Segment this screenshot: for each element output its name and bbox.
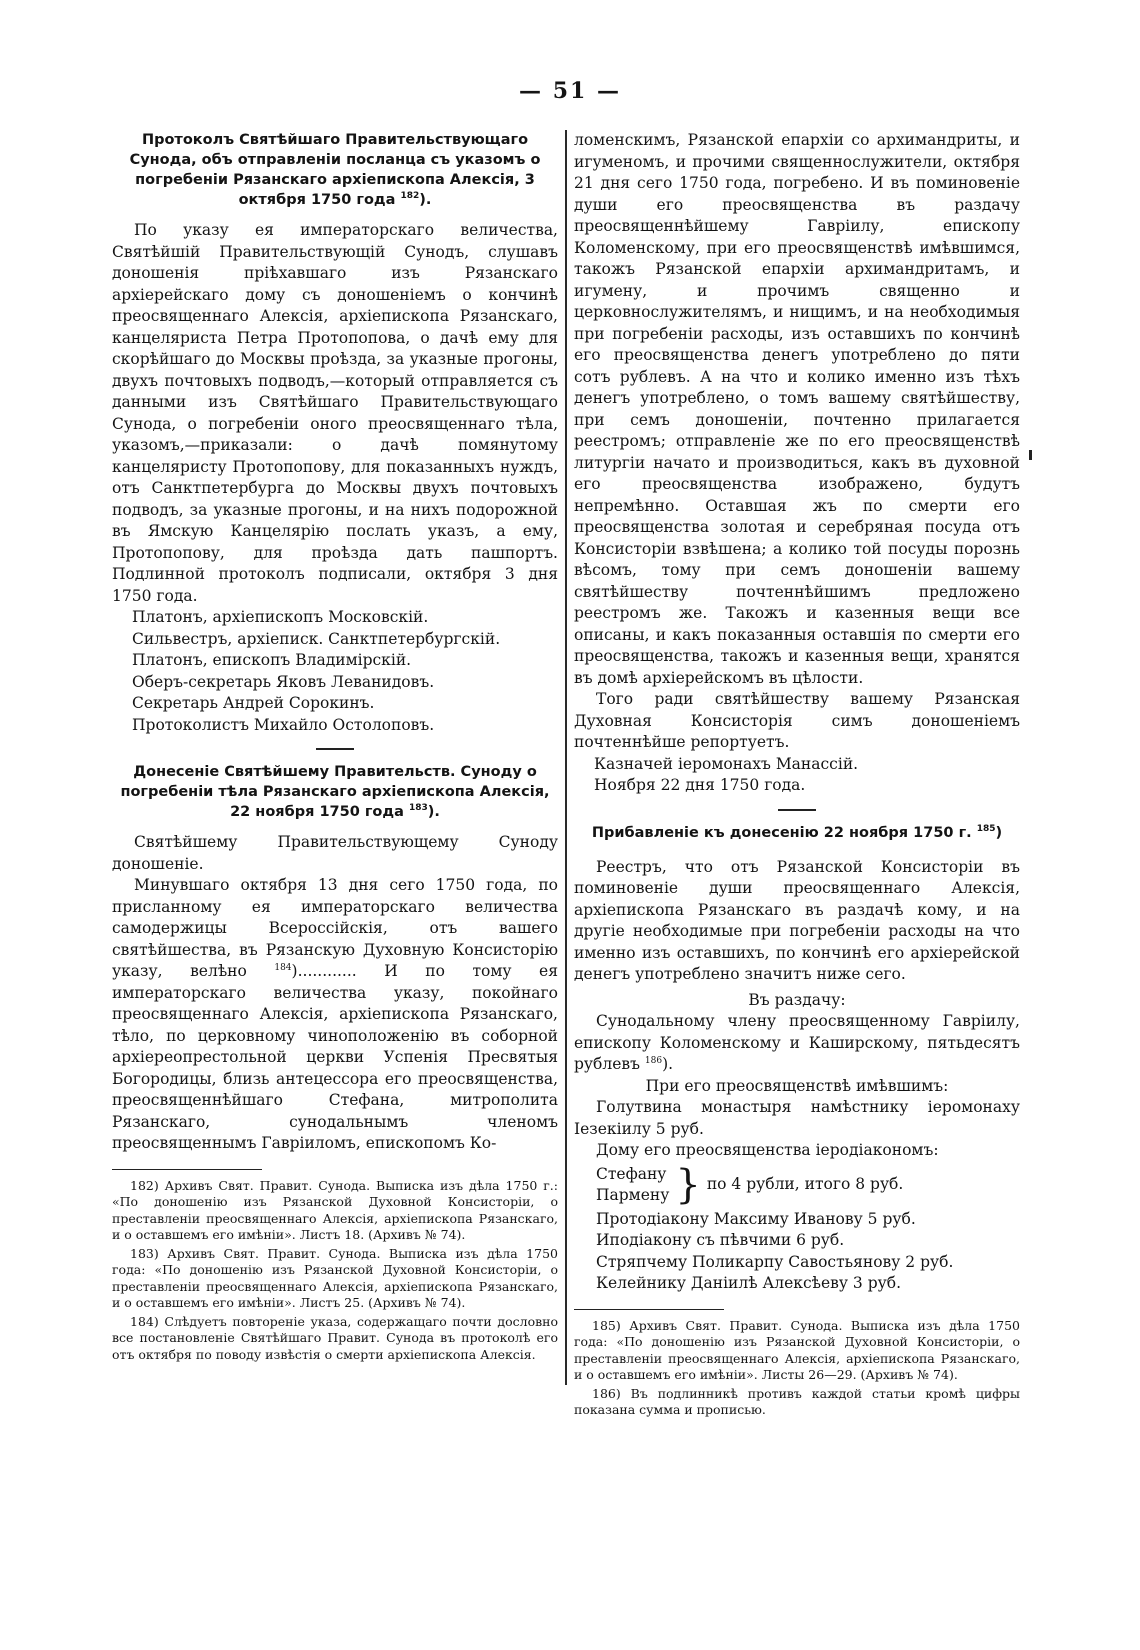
register-item: Келейнику Даніилѣ Алексѣеву 3 руб. [596, 1274, 902, 1292]
footnote-rule [112, 1169, 262, 1170]
report-address: Святѣйшему Правительствующему Суноду доношеніе. [112, 833, 558, 873]
signature-line: Платонъ, архіепископъ Московскій. [132, 608, 429, 626]
date-line: Ноября 22 дня 1750 года. [594, 776, 806, 794]
register-item: Иподіакону съ пѣвчими 6 руб. [596, 1231, 845, 1249]
report-heading-ref: 183 [408, 803, 428, 814]
report-body [112, 875, 558, 1155]
page-number: — 51 — [519, 78, 621, 104]
protocol-heading-ref: 182 [400, 191, 420, 202]
protocol-body: По указу ея императорскаго величества, Святѣйшій Правительствующій Сунодъ, слушавъ доношенія пріѣхавшаго изъ Рязанскаго архіерейскаго дому съ доношеніемъ о кончинѣ преосвященнаго Алексія, архіепископа Рязанскаго, канцеляриста Петра Протопопова, о дачѣ ему для скорѣйшаго до Москвы проѣзда, за указные прогоны, двухъ почтовыхъ подводъ,—который отправляется съ данными изъ Святѣйшаго Правительствующаго Сунода, о погребеніи оного преосвященнаго тѣла, указомъ,—приказали: о дачѣ помянутому канцеляристу Протопопову, для показанныхъ нуждъ, отъ Санктпетербурга до Москвы двухъ почтовыхъ подводъ, за указные прогоны, и на нихъ подорожной въ Ямскую Канцелярію послать указъ, а ему, Протопопову, для проѣзда дать пашпортъ. Подлинной протоколъ подписали, октября 3 дня 1750 года. [112, 221, 558, 605]
footnote: 182) Архивъ Свят. Правит. Сунода. Выписка изъ дѣла 1750 г.: «По доношенію изъ Рязанской Духовной Консисторіи, о преставленіи преосвященнаго Алексія, архіепископа Рязанскаго, и о оставшемъ его имѣніи». Листъ 18. (Архивъ № 74). [112, 1177, 558, 1242]
register-item: Стряпчему Поликарпу Савостьянову 2 руб. [596, 1252, 954, 1271]
footnote: 184) Слѣдуетъ повтореніе указа, содержащаго почти дословно все постановленіе Святѣйшаго Правит. Сунода въ протоколѣ его отъ октября по поводу извѣстія о смерти архіепископа Алексія. [112, 1313, 558, 1362]
left-column [112, 130, 558, 1365]
register-item-ref: 186 [644, 1055, 663, 1066]
footnote: 183) Архивъ Свят. Правит. Сунода. Выписка изъ дѣла 1750 года: «По доношенію изъ Рязанской Духовной Консисторіи, о преставленіи преосвященнаго Алексія, архіепископа Рязанскаго, и о оставшемъ его имѣніи». Листъ 25. (Архивъ № 74). [112, 1245, 558, 1310]
addendum-heading-ref: 185 [976, 823, 996, 834]
report-heading: Донесеніе Святѣйшему Правительств. Суноду о погребеніи тѣла Рязанскаго архіепископа Алексія, 22 ноября 1750 года $^{183}$). [120, 764, 550, 820]
signature-line: Казначей іеромонахъ Манассій. [594, 754, 859, 773]
register-item-text: Сунодальному члену преосвященному Гавріилу, епископу Коломенскому и Каширскому, пятьдесятъ рублевъ [574, 1012, 1020, 1073]
section-separator [316, 748, 354, 750]
register-intro: Реестръ, что отъ Рязанской Консисторіи въ поминовеніе души преосвященнаго Алексія, архіепископа Рязанскаго въ раздачѣ кому, и на другіе необходимые при погребеніи расходы на что именно изъ оставшихъ, по кончинѣ его архіерейской денегъ употреблено значитъ ниже сего. [574, 857, 1020, 983]
signature-line: Секретарь Андрей Сорокинъ. [132, 694, 375, 712]
signature-line: Сильвестръ, архіеписк. Санктпетербургскій. [132, 629, 501, 648]
report-body-part-b: )............ И по тому ея императорскаго величества указу, покойнаго преосвященнаго Алексія, архіепископа Рязанскаго, тѣло, по церковному чиноположенію въ соборной архіереопрестольной церкви Успенія Пресвятыя Богородицы, близь антецессора его преосвященства, преосвященнѣйшаго Стефана, митрополита Рязанскаго, сунодальнымъ членомъ преосвященнымъ Гавріиломъ, епископомъ Ко- [112, 962, 559, 1152]
register-subhead: Въ раздачу: [748, 990, 846, 1009]
report-continuation: ломенскимъ, Рязанской епархіи со архимандриты, и игуменомъ, и прочими священнослужители, октября 21 дня сего 1750 года, погребено. И въ поминовеніе души его преосвященства въ раздачу преосвященнѣйшему Гавріилу, епископу Коломенскому, при его преосвященствѣ имѣвшимся, такожъ Рязанской епархіи архимандритамъ, и игумену, и прочимъ священно и церковнослужителямъ, и нищимъ, и на необходимыя при погребеніи расходы, изъ оставшихъ по кончинѣ его преосвященства денегъ употреблено до пяти сотъ рублевъ. А на что и колико именно изъ тѣхъ денегъ употреблено, о томъ вашему святѣйшеству, при семъ доношеніи, почтенно прилагается реестромъ; отправленіе же по его преосвященствѣ литургіи начато и производиться, какъ въ духовной его преосвященства изображено, будутъ непремѣнно. Оставшая жъ по смерти его преосвященства золотая и серебряная посуда отъ Консисторіи взвѣшена; а колико той посуды порознь вѣсомъ, тому при семъ доношеніи вашему святѣйшеству почтеннѣйшимъ предложено реестромъ же. Такожъ и казенныя вещи все описаны, и какъ показанныя оставшія по смерти его преосвященства, такожъ и казенныя вещи, хранятся въ домѣ архіерейскомъ въ цѣлости. [574, 131, 1020, 687]
footnote-rule [574, 1309, 724, 1310]
signature-line: Платонъ, епископъ Владимірскій. [132, 651, 412, 669]
margin-mark [1029, 450, 1032, 460]
footnote: 186) Въ подлинникѣ противъ каждой статьи кромѣ цифры показана сумма и прописью. [574, 1385, 1020, 1417]
protocol-heading: Протоколъ Святѣйшаго Правительствующаго Сунода, объ отправленіи посланца съ указомъ о погребеніи Рязанскаго архіепископа Алексія, 3 октября 1750 года $^{182}$). [129, 132, 541, 208]
addendum-heading: Прибавленіе къ донесенію 22 ноября 1750 г. $^{185}$) [591, 823, 1003, 841]
report-heading-text: Донесеніе Святѣйшему Правительств. Суноду о погребеніи тѣла Рязанскаго архіепископа Алексія, 22 ноября 1750 года [120, 764, 550, 820]
register-item: Сунодальному члену преосвященному Гавріилу, епископу Коломенскому и Каширскому, пятьдесятъ рублевъ $^{186}$). [574, 1012, 1020, 1073]
report-closing: Того ради святѣйшеству вашему Рязанская Духовная Консисторія симъ доношеніемъ почтеннѣйше репортуетъ. [574, 690, 1020, 751]
brace-name: Пармену [596, 1186, 670, 1204]
signature-line: Оберъ-секретарь Яковъ Леванидовъ. [132, 672, 435, 691]
column-divider [565, 130, 567, 1385]
brace-icon: } [675, 1162, 701, 1208]
report-body-part-a: Минувшаго октября 13 дня сего 1750 года, по присланному ея императорскаго величества самодержицы Всероссійскія, отъ вашего святѣйшества, въ Рязанскую Духовную Консисторію указу, велѣно [112, 876, 558, 980]
register-subhead: При его преосвященствѣ имѣвшимъ: [645, 1076, 949, 1095]
section-separator [778, 809, 816, 811]
register-item: Голутвина монастыря намѣстнику іеромонаху Іезекіилу 5 руб. [574, 1098, 1020, 1138]
register-item: Дому его преосвященства іеродіакономъ: [596, 1141, 939, 1159]
brace-names [596, 1164, 669, 1207]
report-body-ref: 184 [274, 962, 292, 973]
signature-line: Протоколистъ Михайло Остолоповъ. [132, 715, 435, 734]
addendum-heading-text: Прибавленіе къ донесенію 22 ноября 1750 г. [591, 824, 972, 841]
brace-group [574, 1164, 1020, 1207]
brace-name: Стефану [596, 1164, 667, 1183]
register-item: Протодіакону Максиму Иванову 5 руб. [596, 1209, 916, 1228]
brace-text: по 4 рубли, итого 8 руб. [706, 1175, 904, 1194]
right-column [574, 130, 1020, 1421]
footnote: 185) Архивъ Свят. Правит. Сунода. Выписка изъ дѣла 1750 года: «По доношенію изъ Рязанской Духовной Консисторіи, о преставленіи преосвященнаго Алексія, архіепископа Рязанскаго, и о оставшемъ его имѣніи». Листы 26—29. (Архивъ № 74). [574, 1317, 1020, 1382]
protocol-heading-text: Протоколъ Святѣйшаго Правительствующаго Сунода, объ отправленіи посланца съ указомъ о погребеніи Рязанскаго архіепископа Алексія, 3 октября 1750 года [129, 132, 541, 208]
